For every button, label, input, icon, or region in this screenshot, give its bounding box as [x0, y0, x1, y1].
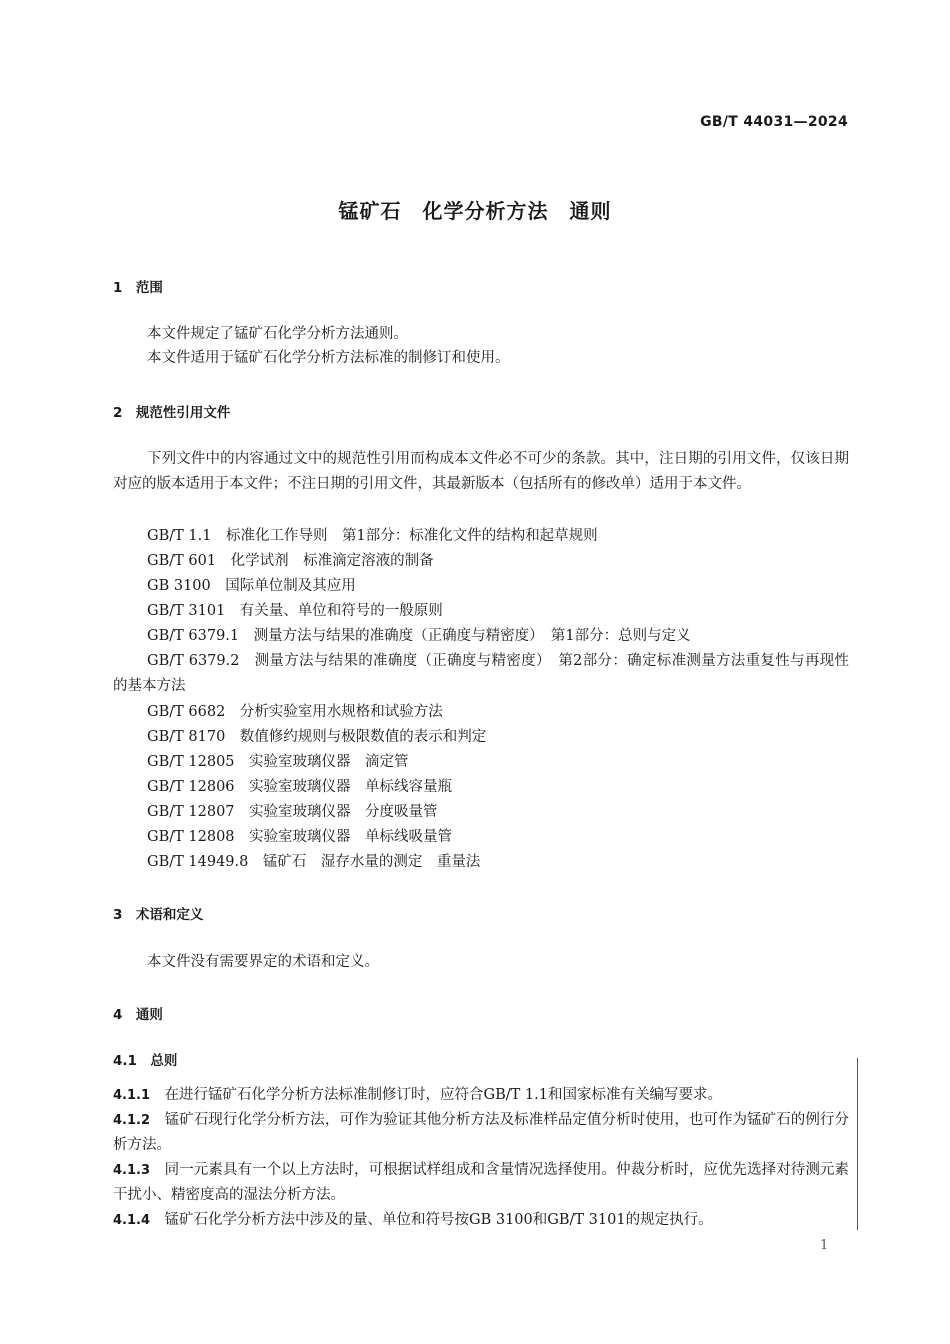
reference-item: GB/T 6379.2 测量方法与结果的准确度（正确度与精密度） 第2部分：确定标准测量方法重复性与再现性的基本方法 [113, 653, 849, 694]
page-number: 1 [820, 1238, 829, 1253]
clause-4-1-4 [113, 1208, 849, 1233]
clause-4-1-3 [113, 1158, 849, 1208]
reference-item: GB/T 1.1 标准化工作导则 第1部分：标准化文件的结构和起草规则 [147, 528, 598, 544]
reference-item: GB/T 12808 实验室玻璃仪器 单标线吸量管 [147, 829, 453, 845]
reference-item: GB/T 12806 实验室玻璃仪器 单标线容量瓶 [147, 779, 453, 795]
standard-code: GB/T 44031—2024 [700, 114, 848, 130]
section-3-para: 本文件没有需要界定的术语和定义。 [147, 954, 379, 970]
margin-rule [857, 1058, 858, 1230]
clause-number: 4.1.3 [113, 1163, 151, 1178]
reference-item: GB/T 12805 实验室玻璃仪器 滴定管 [147, 754, 409, 770]
document-title: 锰矿石 化学分析方法 通则 [338, 199, 612, 223]
reference-item: GB 3100 国际单位制及其应用 [147, 578, 356, 594]
reference-item: GB/T 12807 实验室玻璃仪器 分度吸量管 [147, 804, 438, 820]
clause-4-1-2 [113, 1108, 849, 1158]
clause-number: 4.1.1 [113, 1088, 151, 1103]
section-3-heading: 3 术语和定义 [113, 907, 204, 923]
section-1-para-1: 本文件规定了锰矿石化学分析方法通则。 [147, 326, 408, 342]
reference-item: GB/T 14949.8 锰矿石 湿存水量的测定 重量法 [147, 854, 481, 870]
subsection-4-1-heading: 4.1 总则 [113, 1053, 178, 1069]
clause-text: 锰矿石化学分析方法中涉及的量、单位和符号按GB 3100和GB/T 3101的规定执行。 [164, 1212, 713, 1228]
reference-item: GB/T 8170 数值修约规则与极限数值的表示和判定 [147, 729, 487, 745]
clause-text: 在进行锰矿石化学分析方法标准制修订时，应符合GB/T 1.1和国家标准有关编写要求。 [164, 1087, 722, 1103]
clause-number: 4.1.4 [113, 1213, 151, 1228]
reference-item: GB/T 601 化学试剂 标准滴定溶液的制备 [147, 553, 434, 569]
clause-4-1-1 [113, 1083, 849, 1108]
reference-item: GB/T 6682 分析实验室用水规格和试验方法 [147, 704, 443, 720]
reference-item: GB/T 6379.1 测量方法与结果的准确度（正确度与精密度） 第1部分：总则与定义 [147, 628, 691, 644]
section-2-heading: 2 规范性引用文件 [113, 405, 231, 421]
section-2-intro: 下列文件中的内容通过文中的规范性引用而构成本文件必不可少的条款。其中，注日期的引用文件，仅该日期对应的版本适用于本文件；不注日期的引用文件，其最新版本（包括所有的修改单）适用于本文件。 [113, 451, 849, 492]
clause-text: 同一元素具有一个以上方法时，可根据试样组成和含量情况选择使用。仲裁分析时，应优先选择对待测元素干扰小、精密度高的湿法分析方法。 [113, 1162, 849, 1203]
section-4-heading: 4 通则 [113, 1007, 163, 1023]
clause-number: 4.1.2 [113, 1113, 151, 1128]
section-1-para-2: 本文件适用于锰矿石化学分析方法标准的制修订和使用。 [147, 350, 510, 366]
section-1-heading: 1 范围 [113, 280, 163, 296]
reference-item: GB/T 3101 有关量、单位和符号的一般原则 [147, 603, 443, 619]
clause-text: 锰矿石现行化学分析方法，可作为验证其他分析方法及标准样品定值分析时使用，也可作为锰矿石的例行分析方法。 [113, 1112, 849, 1153]
